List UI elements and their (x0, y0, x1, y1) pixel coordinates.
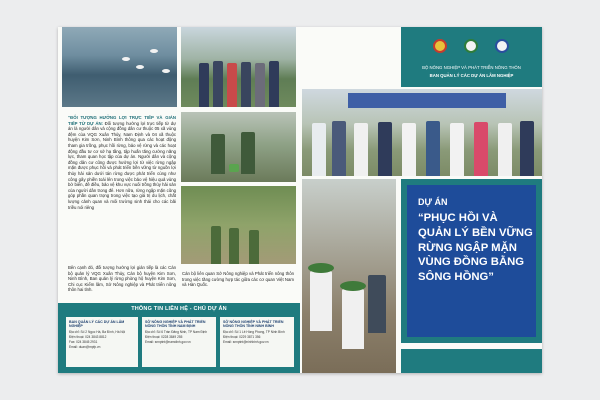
photo-planting-trees (181, 112, 296, 182)
photo-planting-ceremony (302, 89, 542, 176)
cooperation-text: Cán bộ liên quan Sở Nông nghiệp và Phát triển nông thôn trong việc tăng cường hợp tác giữa các cơ quan Việt Nam và Hàn Quốc. (182, 271, 294, 288)
contact-box-ninhbinh (220, 317, 294, 367)
photo-group-of-officials (181, 27, 296, 107)
contact-line: Điện thoại: 0229 3871 356 (223, 335, 261, 340)
project-title: “PHỤC HỒI VÀ QUẢN LÝ BỀN VỮNG RỪNG NGẬP MẶN VÙNG ĐỒNG BẰNG SÔNG HỒNG” (418, 212, 533, 284)
project-label: DỰ ÁN (418, 197, 448, 207)
footer-band (401, 349, 542, 373)
brochure-sheet (58, 27, 542, 373)
indirect-beneficiaries-text: Bên cạnh đó, đối tượng hưởng lợi gián tiếp là các Cán bộ quản lý VQG Xuân Thủy, Cán bộ huyện Kim Sơn, Ninh Bình, Ban quản lý rừng phòng hộ huyện Kim Sơn, Chi cục Kiểm lâm, Sở Nông nghiệp và Phát triển nông thôn hai tỉnh. (68, 265, 176, 293)
contact-section (58, 303, 300, 373)
contact-box-namdinh (142, 317, 216, 367)
contact-line: Fax: 024 3845 2931 (69, 340, 98, 345)
contact-name: SỞ NÔNG NGHIỆP VÀ PHÁT TRIỂN NÔNG THÔN TỈNH NINH BÌNH (223, 320, 284, 329)
beneficiaries-text (68, 115, 176, 210)
bird-icon (122, 57, 130, 61)
contact-line: Điện thoại: 024 3843 8812 (69, 335, 107, 340)
contact-name: BAN QUẢN LÝ CÁC DỰ ÁN LÂM NGHIỆP (69, 320, 125, 329)
beneficiaries-body: Đối tượng hưởng lợi trực tiếp từ dự án là người dân và cộng đồng dân cư thuộc 05 xã vùng đệm của VQG Xuân Thủy, Nam Định và 04 xã thuộc huyện Kim Sơn, Ninh Bình thông qua các hoạt động tham gia trồng, phục hồi rừng, bảo vệ rừng và các hoạt động đầu tư cơ sở hạ tầng, tập huấn tăng cường năng lực, tham quan học tập của dự án. Người dân và cộng đồng dân cư cũng được hưởng lợi từ việc rừng ngập mặn được phục hồi và phát triển bền vững từ nguồn lợi thủy hải sản dưới tán rừng được phát triển cùng như công gây phiền toái lên trong việc bảo vệ hiệu quả vùng bờ biển, đê điều, bảo vệ khu vực nuôi trồng thủy hải sản của người dân trong đê. Hơn nữa, rừng ngập mặn cũng góp phần quan trọng trong việc tạo giá trị du lịch, chất lượng cảnh quan và môi trường sinh thái cho các bãi triều nói riêng (68, 120, 176, 210)
photo-birds-on-water (62, 27, 177, 107)
agency-header (401, 27, 542, 87)
contact-name: SỞ NÔNG NGHIỆP VÀ PHÁT TRIỂN NÔNG THÔN TỈNH NAM ĐỊNH (145, 320, 206, 329)
photo-mangrove-planting (302, 179, 396, 373)
contact-line: Địa chỉ: Số 1 Lê Hồng Phong, TP Ninh Bình (223, 329, 285, 334)
contact-line: Email: snnptnt@namdinh.gov.vn (145, 340, 191, 345)
photo-forest-walk (181, 186, 296, 264)
contact-title: THÔNG TIN LIÊN HỆ - CHỦ DỰ ÁN (131, 306, 227, 312)
beneficiaries-lead: “ĐỐI TƯỢNG HƯỞNG LỢI TRỰC TIẾP VÀ GIÁN TIẾP TỪ DỰ ÁN: (68, 115, 176, 126)
contact-line: Email: snnptnt@ninhbinh.gov.vn (223, 340, 269, 345)
bird-icon (150, 49, 158, 53)
agency-line-2: BAN QUẢN LÝ CÁC DỰ ÁN LÂM NGHIỆP (429, 73, 514, 78)
bird-icon (162, 69, 170, 73)
partner-logo-icon (495, 39, 509, 53)
bird-icon (136, 65, 144, 69)
contact-line: Điện thoại: 0228 3849 255 (145, 335, 183, 340)
event-banner (348, 93, 506, 108)
agency-logo-icon (464, 39, 478, 53)
contact-line: Email: duan@mpfp.vn (69, 345, 101, 350)
contact-line: Địa chỉ: Số 6 Trần Đăng Ninh, TP Nam Định (145, 329, 208, 334)
contact-line: Địa chỉ: Số 2 Ngọc Hà, Ba Đình, Hà Nội (69, 329, 126, 334)
contact-box-pmu (66, 317, 138, 367)
agency-line-1: BỘ NÔNG NGHIỆP VÀ PHÁT TRIỂN NÔNG THÔN (422, 65, 521, 70)
ministry-logo-icon (433, 39, 447, 53)
